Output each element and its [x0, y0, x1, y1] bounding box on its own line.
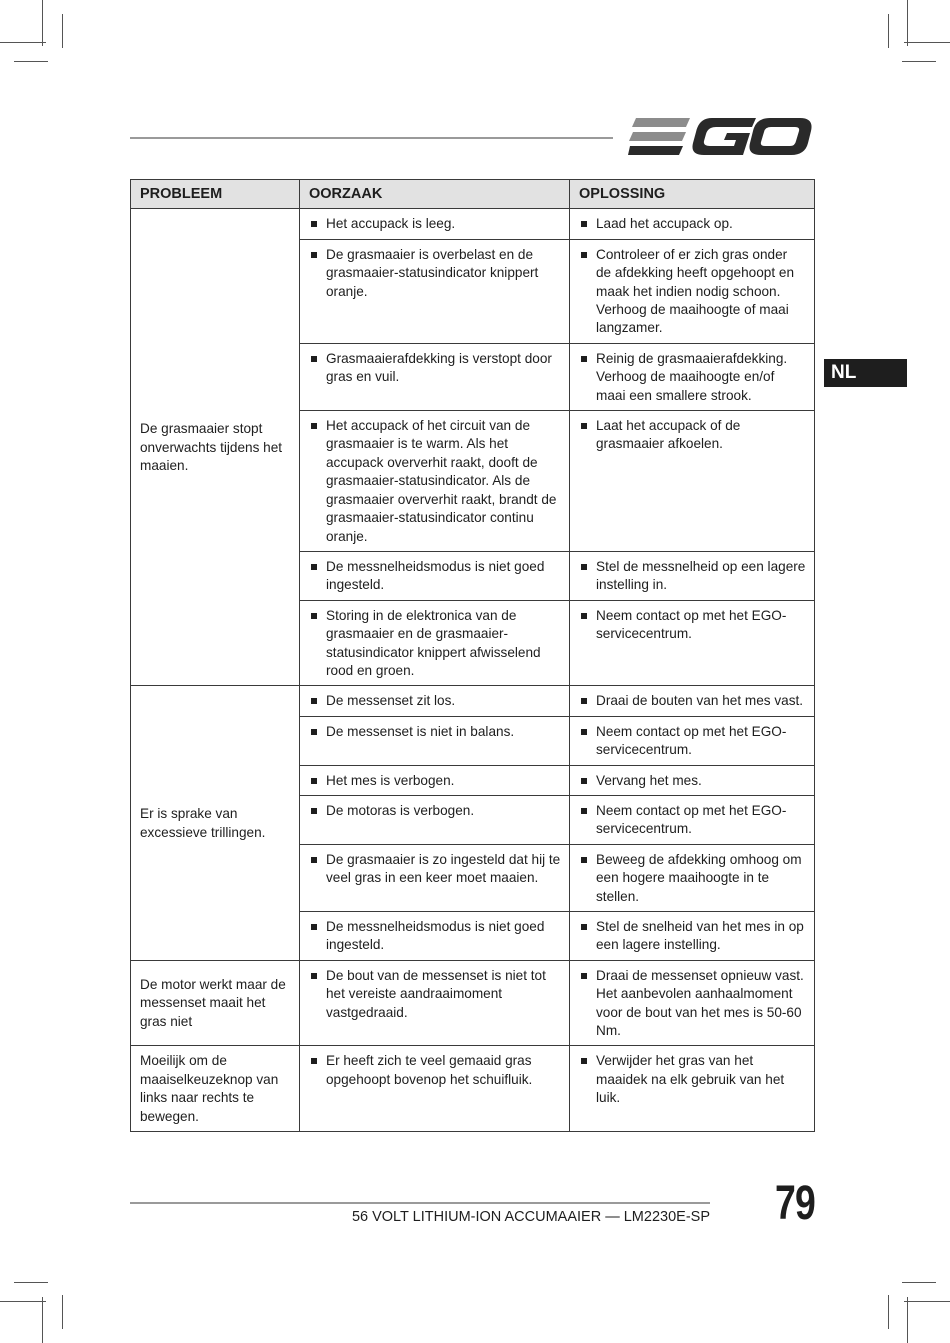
- header-rule: [130, 137, 613, 139]
- cause-cell: [300, 1046, 570, 1132]
- cause-text: De bout van de messenset is niet tot het vereiste aandraaimoment vastgedraaid.: [309, 967, 561, 1022]
- crop-mark: [904, 1301, 950, 1302]
- crop-mark: [14, 61, 48, 62]
- cause-cell: [300, 765, 570, 795]
- solution-text: Laad het accupack op.: [579, 215, 806, 233]
- problem-cell: De grasmaaier stopt onverwachts tijdens het maaien.: [131, 209, 300, 686]
- cause-text: Het mes is verbogen.: [309, 772, 561, 790]
- header-cause: OORZAAK: [300, 180, 570, 209]
- solution-text: Reinig de grasmaaierafdekking. Verhoog de maaihoogte en/of maai een smallere strook.: [579, 350, 806, 405]
- table-row: [131, 1046, 815, 1132]
- table-row: [131, 960, 815, 1046]
- cause-cell: [300, 912, 570, 961]
- crop-mark: [902, 1282, 936, 1283]
- cause-text: De grasmaaier is zo ingesteld dat hij te veel gras in een keer moet maaien.: [309, 851, 561, 888]
- cause-cell: [300, 795, 570, 844]
- crop-mark: [907, 0, 908, 46]
- problem-cell: Moeilijk om de maaiselkeuzeknop van links naar rechts te bewegen.: [131, 1046, 300, 1132]
- cause-cell: [300, 686, 570, 716]
- solution-text: Draai de bouten van het mes vast.: [579, 692, 806, 710]
- solution-cell: [570, 795, 815, 844]
- solution-cell: [570, 716, 815, 765]
- crop-mark: [42, 0, 43, 46]
- solution-text: Neem contact op met het EGO-servicecentrum.: [579, 723, 806, 760]
- cause-text: Storing in de elektronica van de grasmaaier en de grasmaaier-statusindicator knippert afwisselend rood en groen.: [309, 607, 561, 681]
- cause-text: Grasmaaierafdekking is verstopt door gras en vuil.: [309, 350, 561, 387]
- cause-text: Het accupack is leeg.: [309, 215, 561, 233]
- language-tab: NL: [824, 359, 907, 387]
- troubleshooting-table: [130, 179, 815, 1132]
- solution-cell: [570, 765, 815, 795]
- cause-text: Er heeft zich te veel gemaaid gras opgehoopt bovenop het schuifluik.: [309, 1052, 561, 1089]
- cause-cell: [300, 239, 570, 343]
- solution-cell: [570, 600, 815, 686]
- solution-cell: [570, 411, 815, 552]
- solution-text: Neem contact op met het EGO-servicecentrum.: [579, 607, 806, 644]
- cause-text: De messnelheidsmodus is niet goed ingesteld.: [309, 558, 561, 595]
- footer-rule: [130, 1202, 710, 1204]
- solution-text: Draai de messenset opnieuw vast. Het aanbevolen aanhaalmoment voor de bout van het mes is 50-60 Nm.: [579, 967, 806, 1041]
- cause-cell: [300, 960, 570, 1046]
- solution-text: Vervang het mes.: [579, 772, 806, 790]
- solution-text: Controleer of er zich gras onder de afdekking heeft opgehoopt en maak het indien nodig schoon. Verhoog de maaihoogte of maai langzamer.: [579, 246, 806, 338]
- solution-cell: [570, 209, 815, 239]
- solution-cell: [570, 912, 815, 961]
- footer-product-title: 56 VOLT LITHIUM-ION ACCUMAAIER — LM2230E-SP: [351, 1209, 710, 1225]
- solution-cell: [570, 1046, 815, 1132]
- header-problem: PROBLEEM: [131, 180, 300, 209]
- table-row: [131, 209, 815, 239]
- solution-cell: [570, 844, 815, 911]
- crop-mark: [902, 61, 936, 62]
- solution-text: Stel de messnelheid op een lagere instelling in.: [579, 558, 806, 595]
- cause-text: De grasmaaier is overbelast en de grasmaaier-statusindicator knippert oranje.: [309, 246, 561, 301]
- cause-cell: [300, 551, 570, 600]
- cause-cell: [300, 844, 570, 911]
- crop-mark: [888, 1295, 889, 1329]
- crop-mark: [888, 14, 889, 48]
- solution-cell: [570, 343, 815, 410]
- solution-cell: [570, 239, 815, 343]
- solution-text: Verwijder het gras van het maaidek na elk gebruik van het luik.: [579, 1052, 806, 1107]
- ego-logo: [628, 116, 812, 158]
- solution-cell: [570, 551, 815, 600]
- solution-text: Neem contact op met het EGO-servicecentrum.: [579, 802, 806, 839]
- solution-text: Beweeg de afdekking omhoog om een hogere maaihoogte in te stellen.: [579, 851, 806, 906]
- solution-cell: [570, 686, 815, 716]
- table-header-row: [131, 180, 815, 209]
- solution-text: Stel de snelheid van het mes in op een lagere instelling.: [579, 918, 806, 955]
- page-number: 79: [775, 1177, 816, 1230]
- table-row: [131, 686, 815, 716]
- cause-cell: [300, 209, 570, 239]
- crop-mark: [0, 1301, 46, 1302]
- cause-cell: [300, 716, 570, 765]
- crop-mark: [42, 1297, 43, 1343]
- crop-mark: [62, 14, 63, 48]
- header-solution: OPLOSSING: [570, 180, 815, 209]
- crop-mark: [907, 1297, 908, 1343]
- cause-cell: [300, 343, 570, 410]
- cause-text: Het accupack of het circuit van de grasmaaier is te warm. Als het accupack oververhit raakt, dooft de grasmaaier-statusindicator. Als de grasmaaier oververhit raakt, brandt de grasmaaier-statusindicator continu oranje.: [309, 417, 561, 546]
- solution-text: Laat het accupack of de grasmaaier afkoelen.: [579, 417, 806, 454]
- cause-text: De messenset zit los.: [309, 692, 561, 710]
- cause-text: De messnelheidsmodus is niet goed ingesteld.: [309, 918, 561, 955]
- problem-cell: Er is sprake van excessieve trillingen.: [131, 686, 300, 960]
- crop-mark: [904, 42, 950, 43]
- crop-mark: [0, 42, 46, 43]
- cause-text: De motoras is verbogen.: [309, 802, 561, 820]
- crop-mark: [14, 1282, 48, 1283]
- problem-cell: De motor werkt maar de messenset maait het gras niet: [131, 960, 300, 1046]
- cause-cell: [300, 411, 570, 552]
- cause-text: De messenset is niet in balans.: [309, 723, 561, 741]
- crop-mark: [62, 1295, 63, 1329]
- cause-cell: [300, 600, 570, 686]
- solution-cell: [570, 960, 815, 1046]
